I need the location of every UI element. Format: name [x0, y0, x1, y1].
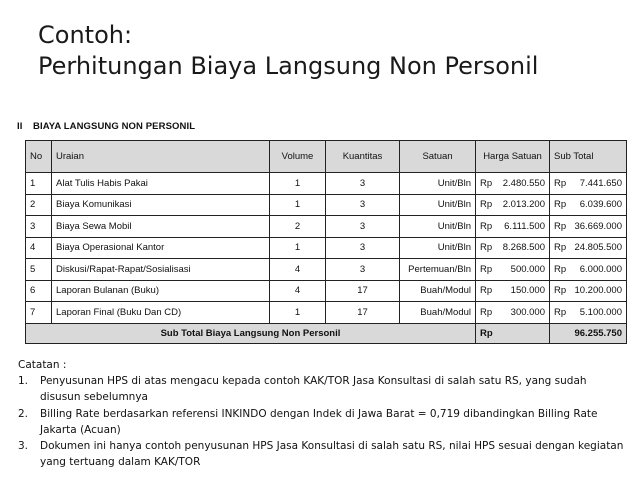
- cell-sub-total: [550, 173, 627, 195]
- cell-kuantitas: 17: [326, 302, 400, 324]
- currency-label: Rp: [480, 263, 493, 275]
- cell-uraian: Diskusi/Rapat-Rapat/Sosialisasi: [52, 259, 270, 281]
- cell-uraian: Laporan Final (Buku Dan CD): [52, 302, 270, 324]
- currency-label: Rp: [480, 285, 493, 297]
- cell-volume: 2: [270, 216, 326, 238]
- amount-value: 6.111.500: [504, 220, 545, 232]
- cell-harga-satuan: [476, 194, 550, 216]
- cell-volume: 1: [270, 237, 326, 259]
- amount-value: 10.200.000: [574, 285, 622, 297]
- currency-label: Rp: [554, 263, 567, 275]
- currency-label: Rp: [554, 199, 567, 211]
- amount-value: 2.013.200: [502, 199, 545, 211]
- amount-value: 8.268.500: [502, 242, 545, 254]
- cell-sub-total: [550, 302, 627, 324]
- slide-title-line-1: Contoh:: [38, 21, 133, 49]
- cell-uraian: Biaya Sewa Mobil: [52, 216, 270, 238]
- cell-satuan: Buah/Modul: [400, 302, 476, 324]
- cell-volume: 1: [270, 173, 326, 195]
- total-value: 96.255.750: [550, 323, 627, 343]
- cell-satuan: Unit/Bln: [400, 194, 476, 216]
- header-sub-total: Sub Total: [550, 141, 627, 173]
- slide-title-line-2: Perhitungan Biaya Langsung Non Personil: [38, 52, 539, 80]
- notes-list: [18, 373, 630, 470]
- amount-value: 2.480.550: [502, 177, 545, 189]
- cell-harga-satuan: [476, 259, 550, 281]
- cell-uraian: Alat Tulis Habis Pakai: [52, 173, 270, 195]
- note-number: 3.: [18, 440, 29, 453]
- note-text: Billing Rate berdasarkan referensi INKINDO dengan Indek di Jawa Barat = 0,719 dibandingkan Billing Rate Jakarta (Acuan): [40, 407, 598, 436]
- cell-kuantitas: 3: [326, 216, 400, 238]
- currency-label: Rp: [480, 199, 493, 211]
- currency-label: Rp: [480, 220, 493, 232]
- table-row: [26, 302, 627, 324]
- header-volume: Volume: [270, 141, 326, 173]
- header-satuan: Satuan: [400, 141, 476, 173]
- cell-no: 3: [26, 216, 52, 238]
- table-row: [26, 259, 627, 281]
- table-row: [26, 216, 627, 238]
- amount-value: 300.000: [510, 306, 545, 318]
- cell-satuan: Unit/Bln: [400, 173, 476, 195]
- currency-label: Rp: [480, 177, 493, 189]
- cell-harga-satuan: [476, 173, 550, 195]
- amount-value: 36.669.000: [574, 220, 622, 232]
- cell-sub-total: [550, 280, 627, 302]
- cell-harga-satuan: [476, 237, 550, 259]
- header-no: No: [26, 141, 52, 173]
- header-kuantitas: Kuantitas: [326, 141, 400, 173]
- cell-uraian: Laporan Bulanan (Buku): [52, 280, 270, 302]
- cell-volume: 4: [270, 259, 326, 281]
- cell-kuantitas: 3: [326, 259, 400, 281]
- cell-no: 1: [26, 173, 52, 195]
- cell-harga-satuan: [476, 302, 550, 324]
- currency-label: Rp: [554, 306, 567, 318]
- cell-harga-satuan: [476, 280, 550, 302]
- cell-kuantitas: 17: [326, 280, 400, 302]
- currency-label: Rp: [554, 285, 567, 297]
- cell-sub-total: [550, 194, 627, 216]
- cell-satuan: Unit/Bln: [400, 216, 476, 238]
- cell-satuan: Pertemuan/Bln: [400, 259, 476, 281]
- note-item: [18, 438, 630, 470]
- amount-value: 24.805.500: [574, 242, 622, 254]
- table-row: [26, 194, 627, 216]
- cell-kuantitas: 3: [326, 173, 400, 195]
- section-heading: [17, 121, 195, 132]
- cell-satuan: Unit/Bln: [400, 237, 476, 259]
- total-currency: Rp: [476, 323, 550, 343]
- currency-label: Rp: [554, 177, 567, 189]
- total-row: [26, 323, 627, 343]
- cell-volume: 1: [270, 194, 326, 216]
- cell-no: 7: [26, 302, 52, 324]
- note-number: 1.: [18, 375, 29, 388]
- section-title: BIAYA LANGSUNG NON PERSONIL: [33, 121, 196, 132]
- cell-no: 5: [26, 259, 52, 281]
- cell-kuantitas: 3: [326, 194, 400, 216]
- note-number: 2.: [18, 407, 29, 420]
- total-label: Sub Total Biaya Langsung Non Personil: [26, 323, 476, 343]
- amount-value: 6.000.000: [579, 263, 622, 275]
- currency-label: Rp: [554, 220, 567, 232]
- cell-no: 2: [26, 194, 52, 216]
- note-item: [18, 406, 630, 438]
- amount-value: 500.000: [510, 263, 545, 275]
- table-header: [26, 141, 627, 173]
- cell-uraian: Biaya Komunikasi: [52, 194, 270, 216]
- note-item: [18, 373, 630, 405]
- amount-value: 150.000: [510, 285, 545, 297]
- table-row: [26, 237, 627, 259]
- cell-satuan: Buah/Modul: [400, 280, 476, 302]
- currency-label: Rp: [480, 306, 493, 318]
- note-text: Penyusunan HPS di atas mengacu kepada contoh KAK/TOR Jasa Konsultasi di salah satu RS, yang sudah disusun sebelumnya: [40, 375, 587, 404]
- note-text: Dokumen ini hanya contoh penyusunan HPS Jasa Konsultasi di salah satu RS, nilai HPS sesuai dengan kegiatan yang tertuang dalam KAK/TOR: [40, 440, 624, 469]
- cell-volume: 4: [270, 280, 326, 302]
- section-number: II: [17, 121, 23, 132]
- amount-value: 6.039.600: [579, 199, 622, 211]
- header-uraian: Uraian: [52, 141, 270, 173]
- currency-label: Rp: [480, 242, 493, 254]
- notes: [18, 357, 630, 470]
- cell-harga-satuan: [476, 216, 550, 238]
- cell-sub-total: [550, 237, 627, 259]
- cell-volume: 1: [270, 302, 326, 324]
- cell-no: 4: [26, 237, 52, 259]
- notes-heading: Catatan :: [18, 359, 67, 371]
- cell-kuantitas: 3: [326, 237, 400, 259]
- currency-label: Rp: [554, 242, 567, 254]
- amount-value: 7.441.650: [579, 177, 622, 189]
- table-body: [26, 173, 627, 344]
- cell-sub-total: [550, 259, 627, 281]
- amount-value: 5.100.000: [579, 306, 622, 318]
- table-row: [26, 173, 627, 195]
- table-row: [26, 280, 627, 302]
- cell-sub-total: [550, 216, 627, 238]
- cell-uraian: Biaya Operasional Kantor: [52, 237, 270, 259]
- cost-table: [25, 140, 627, 344]
- slide-title: [38, 20, 633, 82]
- cell-no: 6: [26, 280, 52, 302]
- header-harga-satuan: Harga Satuan: [476, 141, 550, 173]
